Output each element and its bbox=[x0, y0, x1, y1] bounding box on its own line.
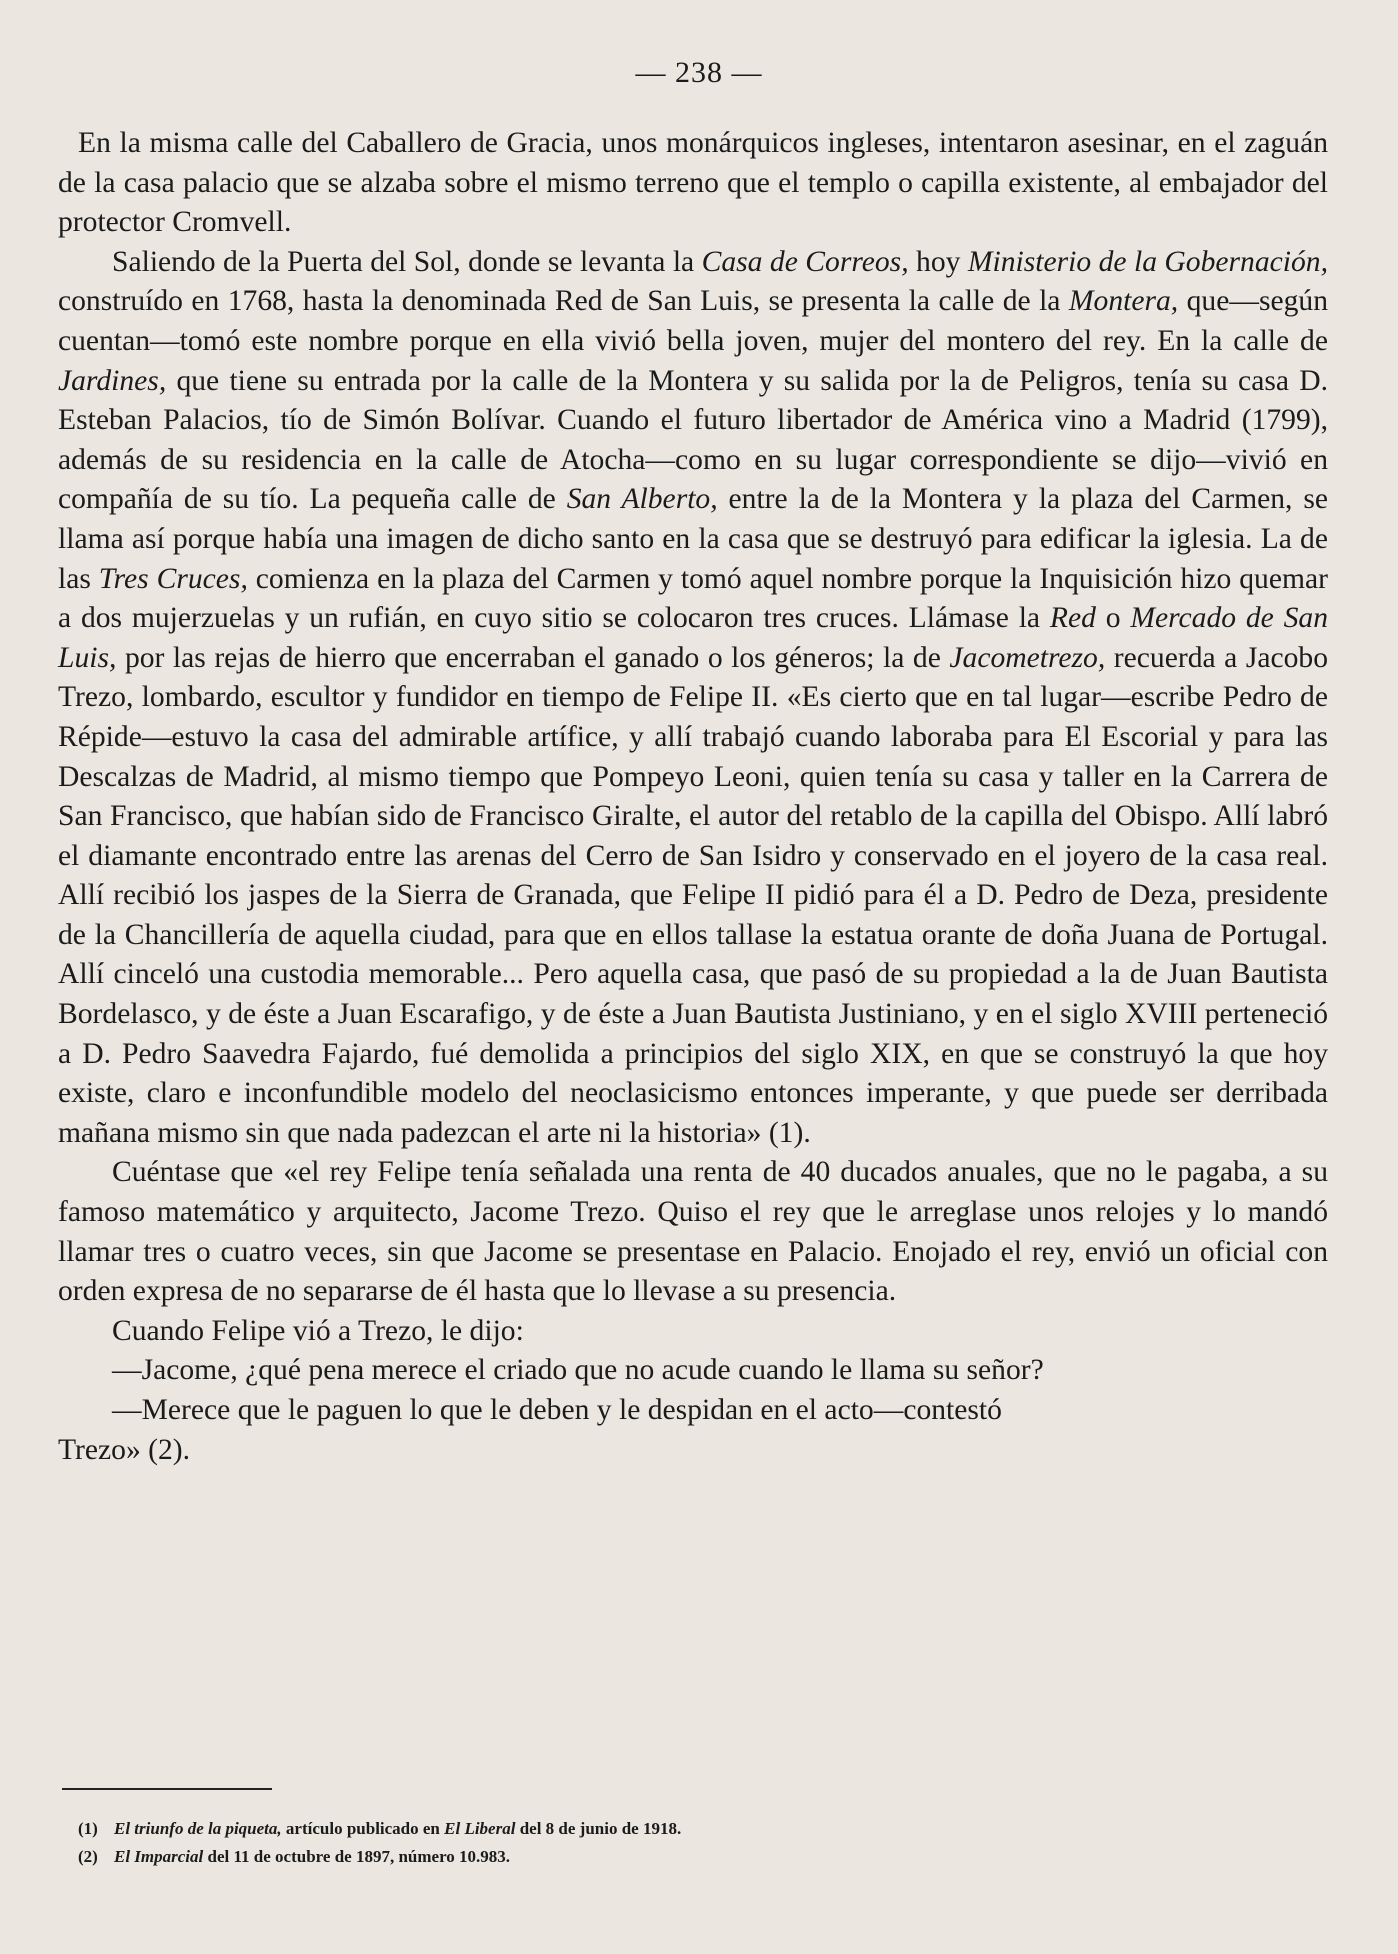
paragraph-2-segment-15: o bbox=[1095, 602, 1131, 635]
footnote-1-segment-1: El triunfo de la piqueta, bbox=[114, 1819, 282, 1838]
footnote-1-segment-3: El Liberal bbox=[444, 1819, 516, 1838]
footnote-1-text bbox=[114, 1819, 681, 1838]
paragraph-4 bbox=[58, 1312, 1328, 1352]
footnotes bbox=[78, 1815, 1318, 1871]
paragraph-2-segment-11: entre la de la Montera y la plaza del Carmen, se llama así porque había una imagen de dicho santo en la casa que se destruyó para edificar la iglesia. La de las bbox=[58, 483, 1329, 595]
paragraph-2-segment-3: hoy bbox=[908, 245, 968, 278]
paragraph-2-segment-18: Jacometrezo, bbox=[949, 641, 1106, 674]
footnote-1-mark: (1) bbox=[78, 1819, 98, 1838]
paragraph-2-segment-7: que—según cuentan—tomó este nombre porque en ella vivió bella joven, mujer del montero del rey. En la calle de bbox=[58, 285, 1328, 357]
paragraph-2-segment-2: Casa de Correos, bbox=[701, 245, 909, 278]
paragraph-2-segment-13: comienza en la plaza del Carmen y tomó aquel nombre porque la Inquisición hizo quemar a dos mujerzuelas y un rufián, en cuyo sitio se colocaron tres cruces. Llámase la bbox=[58, 562, 1328, 635]
footnote-2-text bbox=[114, 1847, 510, 1866]
paragraph-1 bbox=[58, 124, 1328, 243]
body-text bbox=[58, 124, 1328, 1470]
paragraph-6-segment-1: —Merece que le paguen lo que le deben y le despidan en el acto—contestó bbox=[112, 1394, 1002, 1426]
paragraph-7-segment-1: Trezo» (2). bbox=[58, 1433, 191, 1466]
paragraph-3 bbox=[58, 1153, 1328, 1311]
paragraph-2-segment-8: Jardines, bbox=[58, 364, 167, 397]
footnote-1-segment-4: del 8 de junio de 1918. bbox=[515, 1819, 682, 1838]
paragraph-6 bbox=[58, 1391, 1328, 1431]
paragraph-2-segment-5: construído en 1768, hasta la denominada Red de San Luis, se presenta la calle de la bbox=[58, 285, 1069, 318]
paragraph-3-segment-1: Cuéntase que «el rey Felipe tenía señalada una renta de 40 ducados anuales, que no le pagaba, a su famoso matemático y arquitecto, Jacome Trezo. Quiso el rey que le arreglase unos relojes y lo mandó llamar tres o cuatro veces, sin que Jacome se presentase en Palacio. Enojado el rey, envió un oficial con orden expresa de no separarse de él hasta que lo llevase a su presencia. bbox=[58, 1156, 1328, 1308]
paragraph-2-segment-1: Saliendo de la Puerta del Sol, donde se levanta la bbox=[112, 245, 702, 278]
footnote-2-segment-1: El Imparcial bbox=[114, 1847, 204, 1866]
paragraph-5-segment-1: —Jacome, ¿qué pena merece el criado que no acude cuando le llama su señor? bbox=[112, 1354, 1044, 1387]
paragraph-2 bbox=[58, 243, 1328, 1154]
footnote-1-segment-2: artículo publicado en bbox=[281, 1819, 445, 1838]
paragraph-2-segment-10: San Alberto, bbox=[566, 483, 718, 516]
paragraph-2-segment-17: por las rejas de hierro que encerraban el ganado o los géneros; la de bbox=[116, 641, 950, 674]
paragraph-5 bbox=[58, 1351, 1328, 1391]
footnote-2-mark: (2) bbox=[78, 1847, 98, 1866]
paragraph-2-segment-16: Mercado de San Luis, bbox=[58, 602, 1329, 674]
paragraph-2-segment-9: que tiene su entrada por la calle de la Montera y su salida por la de Peligros, tenía su casa D. Esteban Palacios, tío de Simón Bolívar. Cuando el futuro libertador de América vino a Madrid (1799), además de su residencia en la calle de Atocha—como en su lugar correspondiente se dijo—vivió en compañía de su tío. La pequeña calle de bbox=[58, 364, 1328, 516]
footnote-2 bbox=[78, 1843, 1318, 1871]
footnote-1 bbox=[78, 1815, 1318, 1843]
paragraph-2-segment-14: Red bbox=[1049, 602, 1096, 635]
footnote-2-segment-2: del 11 de octubre de 1897, número 10.983. bbox=[203, 1847, 511, 1866]
paragraph-7 bbox=[58, 1431, 1328, 1471]
paragraph-2-segment-6: Montera, bbox=[1068, 285, 1179, 318]
paragraph-2-segment-12: Tres Cruces, bbox=[98, 562, 248, 595]
page-number: — 238 — bbox=[635, 56, 763, 89]
paragraph-2-segment-19: recuerda a Jacobo Trezo, lombardo, escultor y fundidor en tiempo de Felipe II. «Es cierto que en tal lugar—escribe Pedro de Répide—estuvo la casa del admirable artífice, y allí trabajó cuando laboraba para El Escorial y para las Descalzas de Madrid, al mismo tiempo que Pompeyo Leoni, quien tenía su casa y taller en la Carrera de San Francisco, que habían sido de Francisco Giralte, el autor del retablo de la capilla del Obispo. Allí labró el diamante encontrado entre las arenas del Cerro de San Isidro y conservado en el joyero de la casa real. Allí recibió los jaspes de la Sierra de Granada, que Felipe II pidió para él a D. Pedro de Deza, presidente de la Chancillería de aquella ciudad, para que en ellos tallase la estatua orante de doña Juana de Portugal. Allí cinceló una custodia memorable... Pero aquella casa, que pasó de su propiedad a la de Juan Bautista Bordelasco, y de éste a Juan Escarafigo, y de éste a Juan Bautista Justiniano, y en el siglo XVIII perteneció a D. Pedro Saavedra Fajardo, fué demolida a principios del siglo XIX, en que se construyó la que hoy existe, claro e inconfundible modelo del neoclasicismo entonces imperante, y que puede ser derribada mañana mismo sin que nada padezcan el arte ni la historia» (1). bbox=[58, 641, 1329, 1149]
paragraph-1-segment-1: En la misma calle del Caballero de Gracia, unos monárquicos ingleses, intentaron asesinar, en el zaguán de la casa palacio que se alzaba sobre el mismo terreno que el templo o capilla existente, al embajador del protector Cromvell. bbox=[58, 127, 1328, 239]
paragraph-2-segment-4: Ministerio de la Gobernación, bbox=[967, 245, 1328, 278]
paragraph-4-segment-1: Cuando Felipe vió a Trezo, le dijo: bbox=[112, 1314, 524, 1347]
footnote-divider bbox=[62, 1788, 272, 1790]
